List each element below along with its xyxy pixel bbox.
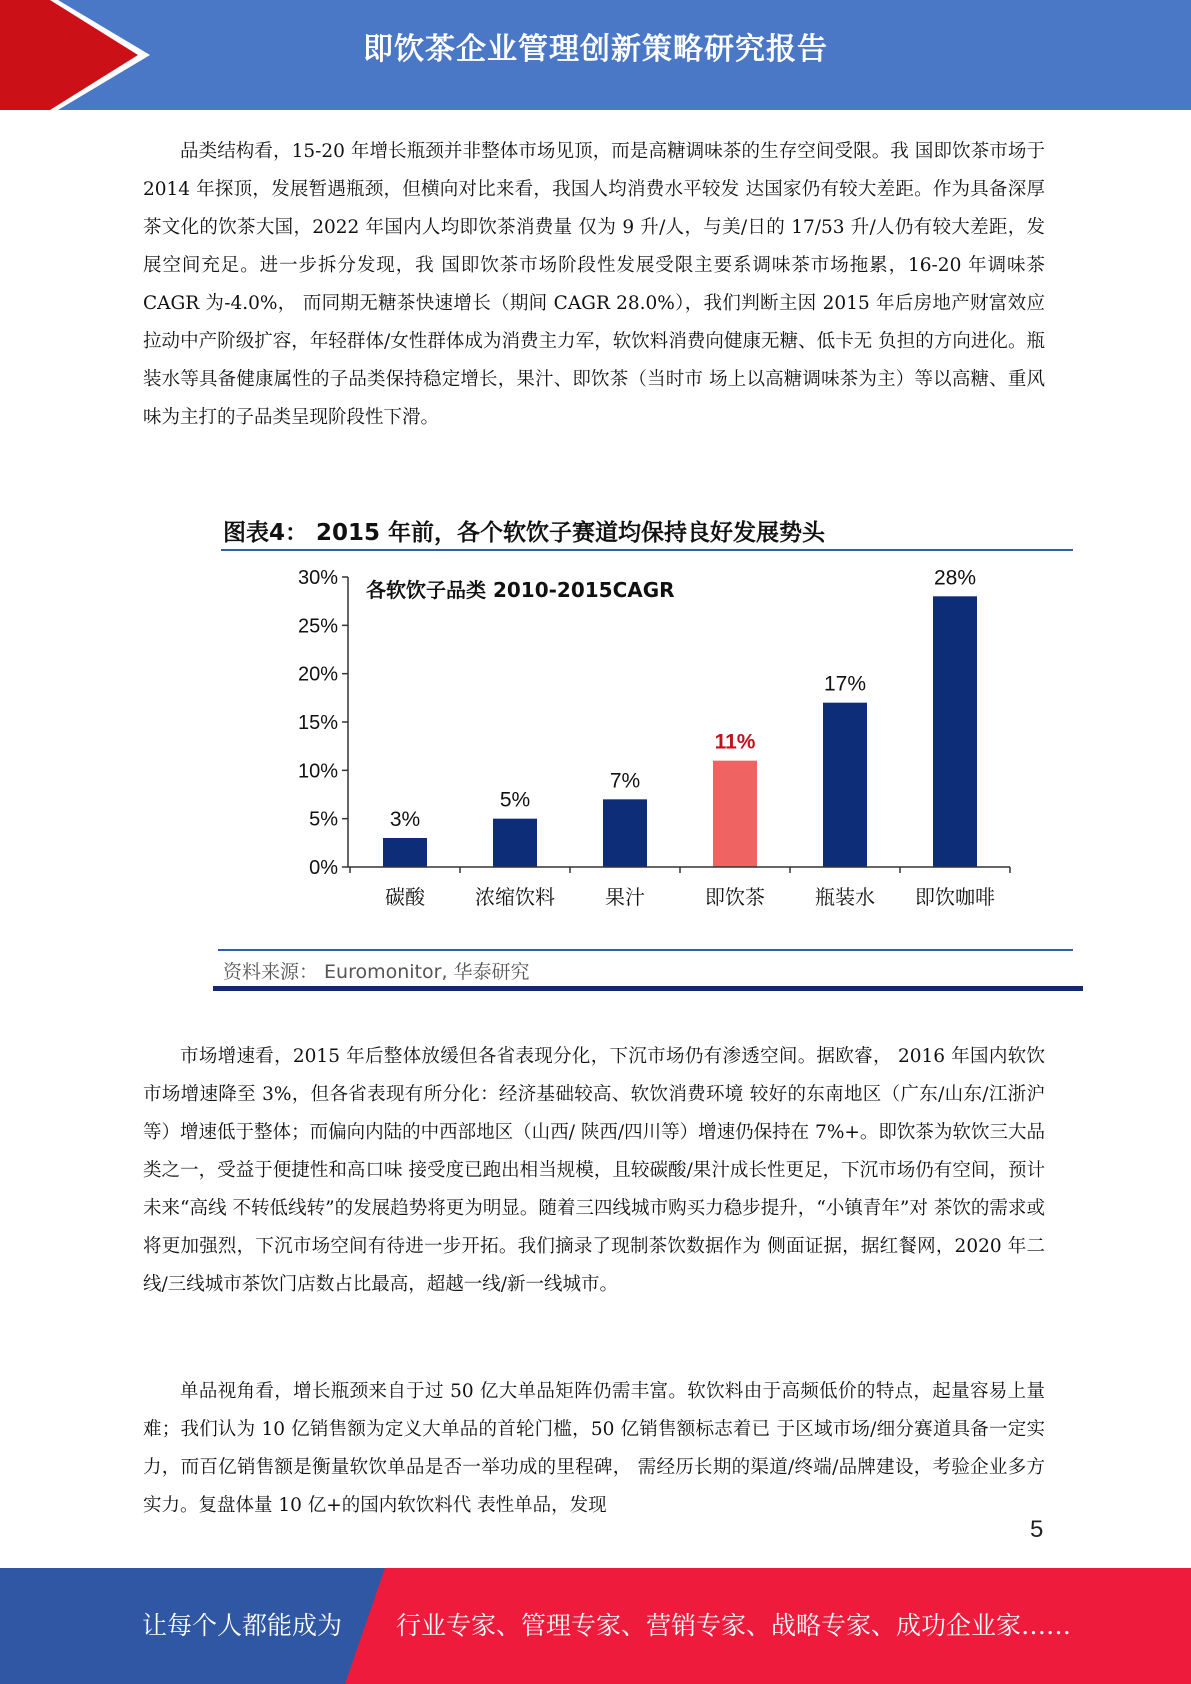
bar bbox=[713, 761, 757, 867]
bar-chart bbox=[183, 500, 1084, 994]
x-axis bbox=[348, 867, 1010, 909]
paragraph-text: 市场增速看，2015 年后整体放缓但各省表现分化，下沉市场仍有渗透空间。据欧睿， 2016 年国内软饮市场增速降至 3%，但各省表现有所分化：经济基础较高、软饮消费环境 较好的东南地区（广东/山东/江浙沪等）增速低于整体；而偏向内陆的中西部地区（山西/ 陕西/四川等）增速仍保持在 7%+。即饮茶为软饮三大品类之一，受益于便捷性和高口味 接受度已跑出相当规模，且较碳酸/果汁成长性更足，下沉市场仍有空间，预计未来“高线 不转低线转”的发展趋势将更为明显。随着三四线城市购买力稳步提升，“小镇青年”对 茶饮的需求或将更加强烈，下沉市场空间有待进一步开拓。我们摘录了现制茶饮数据作为 侧面证据，据红餐网，2020 年二线/三线城市茶饮门店数占比最高，超越一线/新一线城市。 bbox=[143, 1046, 1045, 1295]
figure-chart bbox=[183, 500, 1084, 994]
y-tick-label: 0% bbox=[309, 857, 338, 879]
value-labels bbox=[390, 566, 976, 831]
x-tick-label: 碳酸 bbox=[385, 885, 425, 909]
bar bbox=[933, 596, 977, 867]
y-tick-label: 10% bbox=[297, 760, 338, 783]
y-tick-label: 20% bbox=[297, 663, 338, 686]
x-tick-label: 即饮咖啡 bbox=[915, 885, 995, 909]
x-tick-label: 即饮茶 bbox=[705, 885, 765, 909]
y-tick-label: 25% bbox=[297, 615, 338, 638]
bar bbox=[603, 799, 647, 867]
x-tick-label: 果汁 bbox=[605, 885, 645, 909]
footer-slogan-right: 行业专家、管理专家、营销专家、战略专家、成功企业家…… bbox=[396, 1611, 1072, 1640]
bottom-bar bbox=[213, 986, 1083, 991]
footer-slogan-left: 让每个人都能成为 bbox=[142, 1611, 343, 1640]
y-tick-label: 15% bbox=[297, 712, 338, 734]
body-paragraph-2 bbox=[143, 1038, 1045, 1304]
body-paragraph-1 bbox=[143, 133, 1045, 437]
figure-source: 资料来源： Euromonitor, 华泰研究 bbox=[223, 961, 530, 983]
chart-title: 各软饮子品类 2010-2015CAGR bbox=[366, 578, 675, 602]
paragraph-text: 单品视角看，增长瓶颈来自于过 50 亿大单品矩阵仍需丰富。软饮料由于高频低价的特点，起量容易上量难；我们认为 10 亿销售额为定义大单品的首轮门槛，50 亿销售额标志着已 于区域市场/细分赛道具备一定实力，而百亿销售额是衡量软饮单品是否一举功成的里程碑， 需经历长期的渠道/终端/品牌建设，考验企业多方实力。复盘体量 10 亿+的国内软饮料代 表性单品，发现 bbox=[143, 1381, 1045, 1516]
header-title: 即饮茶企业管理创新策略研究报告 bbox=[363, 32, 828, 67]
bar bbox=[823, 703, 867, 867]
bar-value-label: 11% bbox=[714, 730, 756, 754]
y-tick-label: 5% bbox=[309, 808, 338, 831]
page-number: 5 bbox=[1030, 1516, 1044, 1543]
paragraph-text: 品类结构看，15-20 年增长瓶颈并非整体市场见顶，而是高糖调味茶的生存空间受限。我 国即饮茶市场于 2014 年探顶，发展暂遇瓶颈，但横向对比来看，我国人均消费水平较发 达国家仍有较大差距。作为具备深厚茶文化的饮茶大国，2022 年国内人均即饮茶消费量 仅为 9 升/人，与美/日的 17/53 升/人仍有较大差距，发展空间充足。进一步拆分发现，我 国即饮茶市场阶段性发展受限主要系调味茶市场拖累，16-20 年调味茶 CAGR 为-4.0%， 而同期无糖茶快速增长（期间 CAGR 28.0%），我们判断主因 2015 年后房地产财富效应 拉动中产阶级扩容，年轻群体/女性群体成为消费主力军，软饮料消费向健康无糖、低卡无 负担的方向进化。瓶装水等具备健康属性的子品类保持稳定增长，果汁、即饮茶（当时市 场上以高糖调味茶为主）等以高糖、重风味为主打的子品类呈现阶段性下滑。 bbox=[143, 141, 1045, 428]
bar bbox=[383, 838, 427, 867]
page-header bbox=[0, 0, 1191, 110]
y-axis bbox=[298, 567, 348, 879]
page-footer bbox=[0, 1568, 1191, 1684]
bar-value-label: 28% bbox=[933, 566, 977, 590]
body-paragraph-3 bbox=[143, 1373, 1045, 1525]
x-tick-label: 瓶装水 bbox=[815, 885, 875, 909]
bar-value-label: 5% bbox=[499, 788, 531, 812]
bar-value-label: 7% bbox=[609, 769, 641, 793]
bars bbox=[383, 596, 977, 867]
bar bbox=[493, 819, 537, 867]
bar-value-label: 3% bbox=[389, 808, 421, 831]
y-tick-label: 30% bbox=[297, 567, 338, 589]
bar-value-label: 17% bbox=[823, 672, 867, 696]
figure-title: 图表4： 2015 年前，各个软饮子赛道均保持良好发展势头 bbox=[223, 520, 826, 546]
x-tick-label: 浓缩饮料 bbox=[475, 885, 555, 909]
